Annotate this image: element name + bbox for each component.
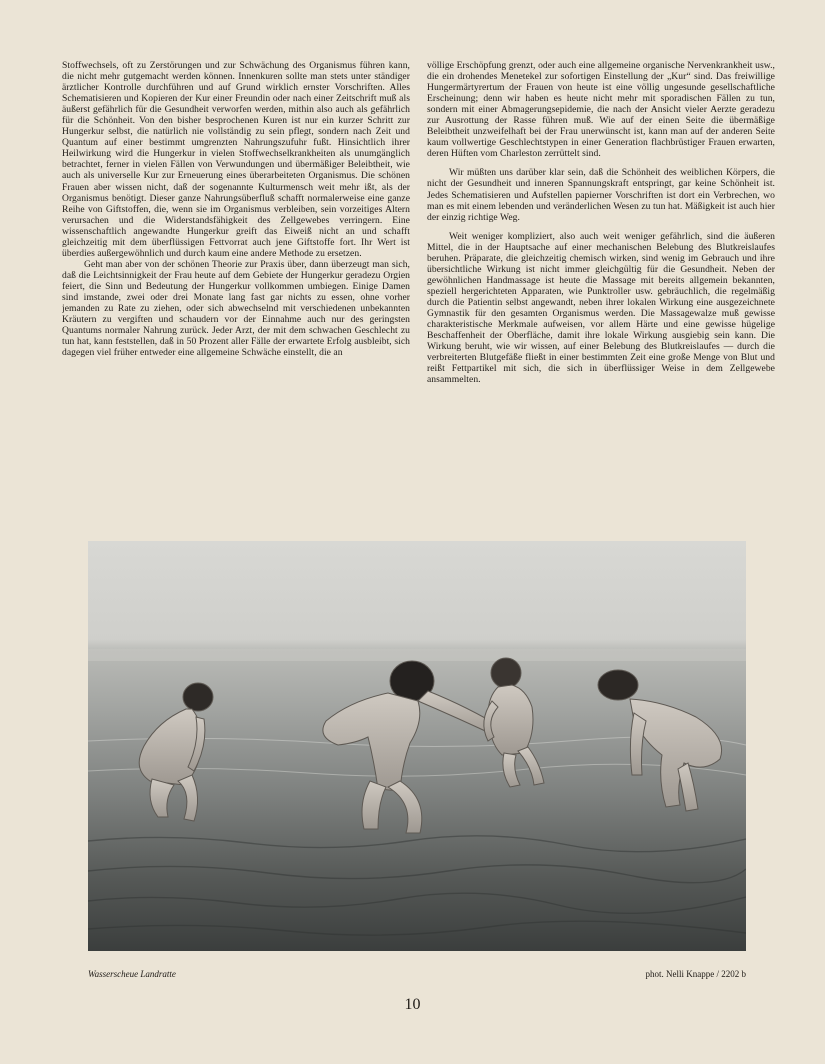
figure-3: [484, 658, 544, 787]
figure-2: [323, 661, 504, 833]
left-column: [62, 60, 410, 522]
paragraph: Wir müßten uns darüber klar sein, daß die Schönheit des weiblichen Körpers, die nicht der Gesundheit und inneren Spannungskraft entspringt, gar keine Schönheit ist. Jedes Schematisieren und Aufstellen papierner Vorschriften ist dort ein Verbrechen, wo man es mit einem lebenden und veränderlichen Wesen zu tun hat. Mäßigkeit ist auch hier der einzig richtige Weg.: [427, 167, 775, 223]
page-number: 10: [404, 996, 421, 1013]
paragraph: Weit weniger kompliziert, also auch weit weniger gefährlich, sind die äußeren Mittel, die in der Hauptsache auf einer mechanischen Belebung des Blutkreislaufes beruhen. Präparate, die gleichzeitig chemisch wirken, sind wenig im Gebrauch und ihre übersichtliche Wirkung ist nicht immer gleichgültig für die Gesundheit. Neben der gewöhnlichen Handmassage ist heute die Massage mit bereits allgemein bekannten, speziell hergerichteten Apparaten, wie Punktroller usw. gebräuchlich, die regelmäßig durch die Patientin selbst angewandt, neben ihrer lokalen Wirkung eine ausgezeichnete Gymnastik für den gesamten Organismus werden. Die Massagewalze muß gewisse charakteristische Merkmale aufweisen, vor allem Härte und eine gewisse hügelige Beschaffenheit der Oberfläche, damit ihre lokale Wirkung ausgiebig sein kann. Die Wirkung beruht, wie wir wissen, auf einer Belebung des Blutkreislaufes — durch die verbreiterten Blutgefäße fließt in einer bestimmten Zeit eine große Menge von Blut und reißt Fettpartikel mit sich, die sich in überflüssiger Weise in dem Zellgewebe ansammelten.: [427, 230, 775, 386]
photo-illustration: [88, 541, 746, 951]
photo-caption-title: Wasserscheue Landratte: [88, 969, 176, 979]
paragraph: Stoffwechsels, oft zu Zerstörungen und zur Schwächung des Organismus führen kann, die nicht mehr gutgemacht werden können. Innenkuren sollte man stets unter ständiger ärztlicher Kontrolle durchführen und auf Grund wirklich ernster Vorschriften. Alles Schematisieren und Kopieren der Kur einer Freundin oder nach einer Zeitschrift muß als äußerst gefährlich für die Gesundheit verworfen werden, mithin also auch als gefährlich für die Schönheit. Von den bisher besprochenen Kuren ist nur ein kurzer Schritt zur Hungerkur selbst, die natürlich nie vollständig zu sein pflegt, sondern nach Zeit und Quantum auf einer bestimmt umgrenzten Nahrungszufuhr fußt. Hinsichtlich ihrer Heilwirkung wird die Hungerkur in vielen Stoffwechselkrankheiten als unumgänglich betrachtet, ferner in vielen Fällen von Verwundungen und übermäßiger Beleibtheit, wie auch als universelle Kur zur Erneuerung eines überarbeiteten Organismus. Die schönen Frauen aber wissen nicht, daß der sogenannte Kulturmensch weit mehr ißt, als der Organismus benötigt. Dieser ganze Nahrungsüberfluß schafft normalerweise eine ganze Reihe von Giftstoffen, die, wenn sie im Organismus verbleiben, sein vorzeitiges Altern verursachen und die Widerstandsfähigkeit des Zellgewebes verringern. Eine wissenschaftlich angewandte Hungerkur greift das Eiweiß nicht an und schafft gleichzeitig mit dem überflüssigen Fettvorrat auch jene Giftstoffe fort. Ihr Wert ist überdies außergewöhnlich und durch kaum eine andere Methode zu ersetzen.: [62, 60, 410, 259]
article-text: [62, 60, 775, 522]
paragraph: Geht man aber von der schönen Theorie zur Praxis über, dann überzeugt man sich, daß die Leichtsinnigkeit der Frau heute auf dem Gebiete der Hungerkur geradezu Orgien feiert, die Sinn und Bedeutung der Hungerkur vollkommen umbiegen. Einige Damen sind imstande, zwei oder drei Monate lang fast gar nichts zu essen, ohne vorher jemanden zu Rate zu ziehen, oder sich abwechselnd mit verschiedenen unbekannten Kräutern zu vergiften und schaudern vor der Einnahme auch nur des geringsten Quantums normaler Nahrung zurück. Jeder Arzt, der mit dem schwachen Geschlecht zu tun hat, kann feststellen, daß in 50 Prozent aller Fälle der erwartete Erfolg ausbleibt, sich dagegen viel früher entweder eine allgemeine Schwäche einstellt, die an: [62, 258, 410, 359]
right-column: [427, 60, 775, 522]
paragraph: völlige Erschöpfung grenzt, oder auch eine allgemeine organische Nervenkrankheit usw., die ein drohendes Menetekel zur sofortigen Einstellung der „Kur“ sind. Das freiwillige Hungermärtyrertum der Frauen von heute ist eine völlig ungesunde gesellschaftliche Erscheinung; denn wir haben es heute nicht mehr mit sporadischen Fällen zu tun, sondern mit einer Abmagerungsepidemie, die nach der Ansicht vieler Aerzte geradezu zur Ausrottung der Rasse führen muß. Wie auf der einen Seite die übermäßige Beleibtheit unzweifelhaft bei der Frau unerwünscht ist, kann man auf der anderen Seite kaum vollwertige Geschlechtstypen in einer Generation flachbrüstiger Frauen erwarten, deren Hüften vom Charleston zerrüttelt sind.: [427, 60, 775, 160]
figure-4: [598, 670, 722, 811]
figure-1: [139, 683, 213, 821]
photograph-bathers: [88, 541, 746, 951]
photo-credit: phot. Nelli Knappe / 2202 b: [645, 969, 746, 979]
